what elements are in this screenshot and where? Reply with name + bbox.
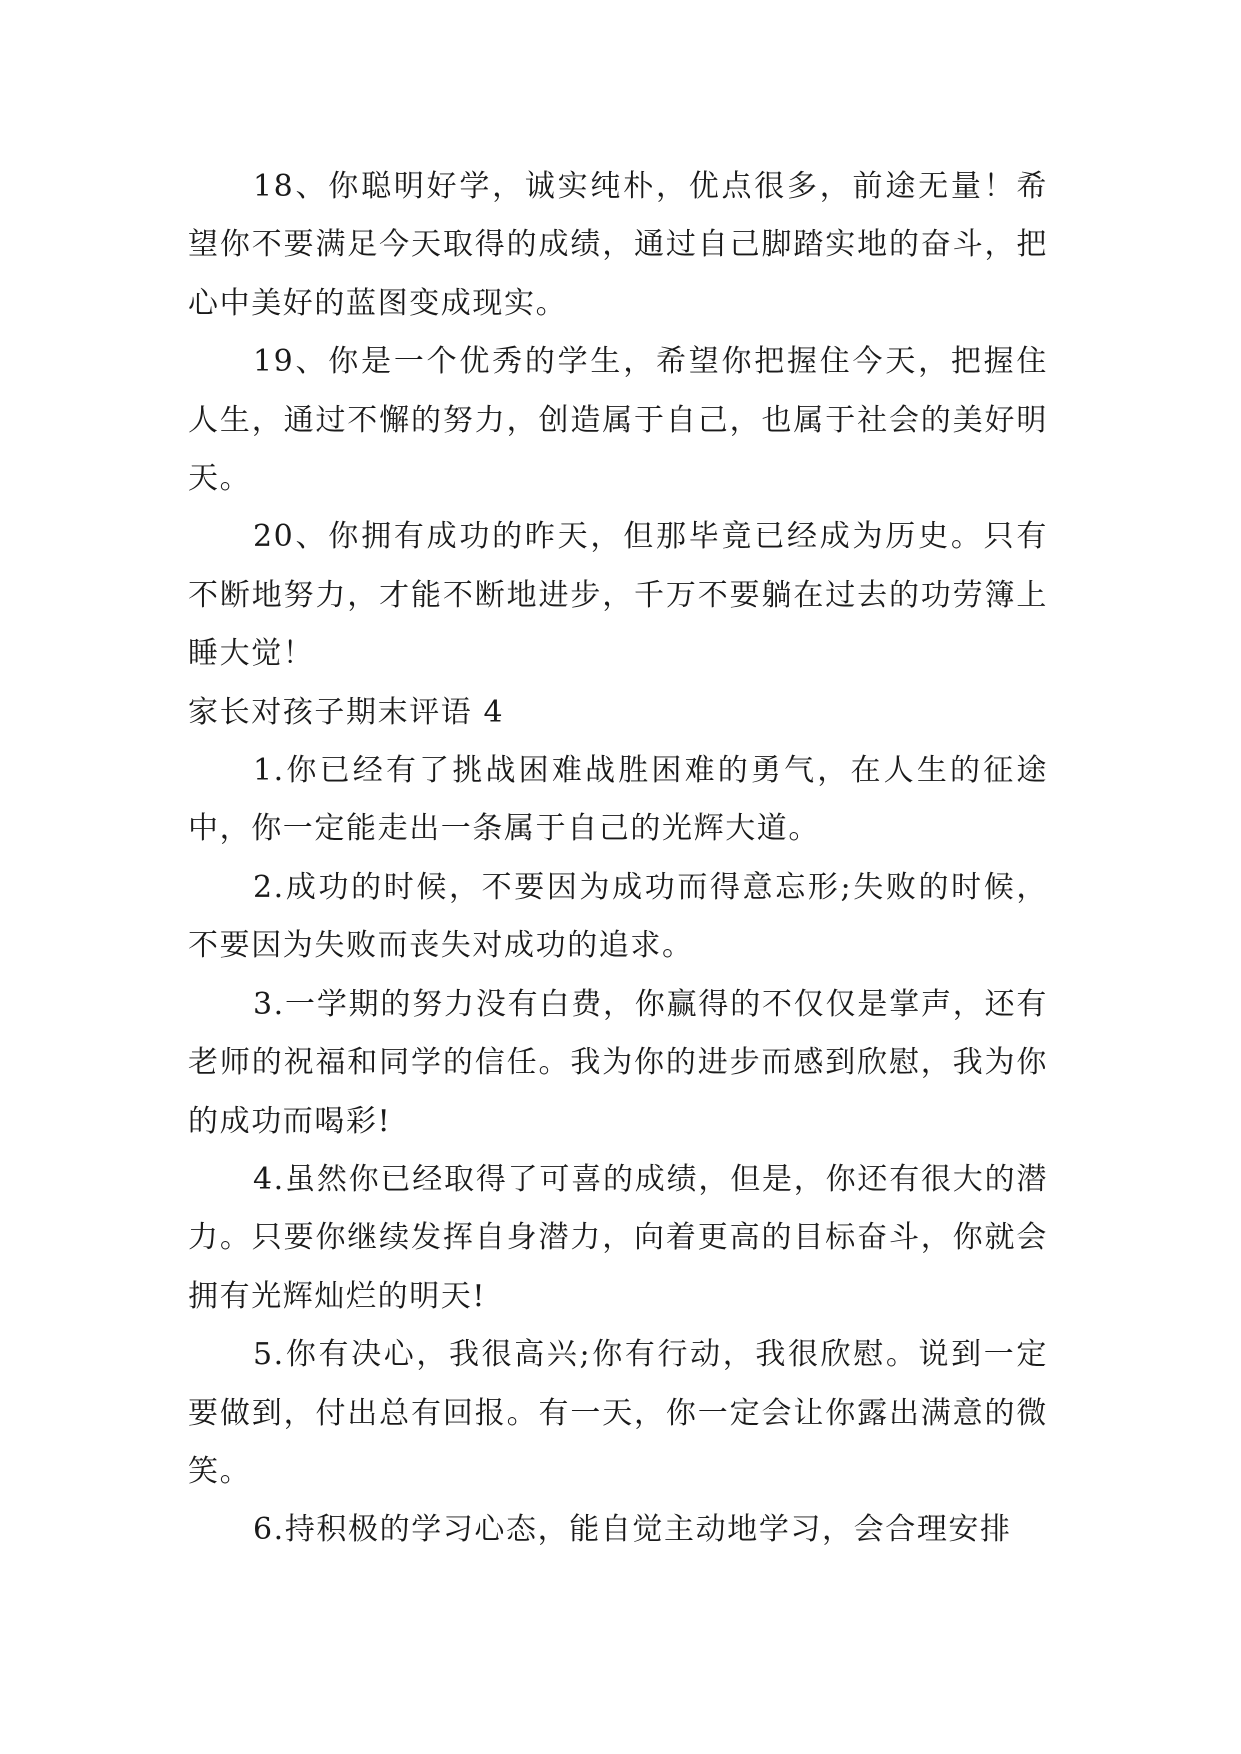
comment-paragraph-1: 1.你已经有了挑战困难战胜困难的勇气，在人生的征途中，你一定能走出一条属于自己的光辉大道。: [188, 753, 1048, 847]
comment-paragraph-4: 4.虽然你已经取得了可喜的成绩，但是，你还有很大的潜力。只要你继续发挥自身潜力，向着更高的目标奋斗，你就会拥有光辉灿烂的明天!: [188, 1161, 1048, 1314]
comment-paragraph-18: 18、你聪明好学，诚实纯朴，优点很多，前途无量！希望你不要满足今天取得的成绩，通过自己脚踏实地的奋斗，把心中美好的蓝图变成现实。: [188, 169, 1048, 321]
comment-paragraph-3: 3.一学期的努力没有白费，你赢得的不仅仅是掌声，还有老师的祝福和同学的信任。我为你的进步而感到欣慰，我为你的成功而喝彩!: [188, 986, 1048, 1139]
comment-paragraph-2: 2.成功的时候，不要因为成功而得意忘形;失败的时候，不要因为失败而丧失对成功的追求。: [188, 869, 1048, 964]
comment-paragraph-5: 5.你有决心，我很高兴;你有行动，我很欣慰。说到一定要做到，付出总有回报。有一天，你一定会让你露出满意的微笑。: [188, 1337, 1048, 1489]
section-heading: 家长对孩子期末评语 4: [188, 694, 505, 730]
comment-paragraph-20: 20、你拥有成功的昨天，但那毕竟已经成为历史。只有不断地努力，才能不断地进步，千万不要躺在过去的功劳簿上睡大觉！: [188, 519, 1048, 672]
comment-paragraph-19: 19、你是一个优秀的学生，希望你把握住今天，把握住人生，通过不懈的努力，创造属于自己，也属于社会的美好明天。: [188, 344, 1048, 497]
document-body: [188, 158, 1048, 1560]
comment-paragraph-6: 6.持积极的学习心态，能自觉主动地学习，会合理安排: [253, 1512, 1012, 1548]
